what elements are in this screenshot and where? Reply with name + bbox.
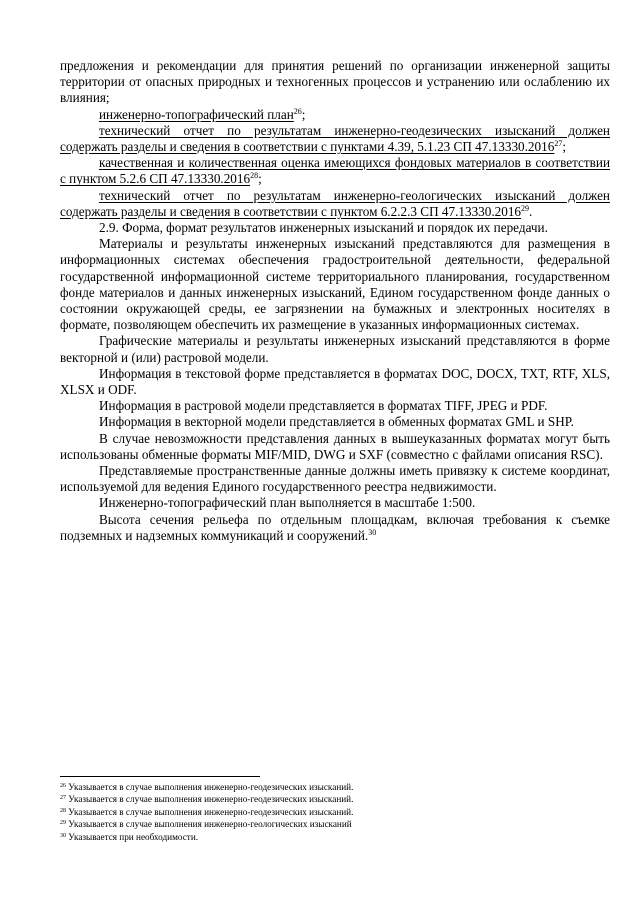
footnote-ref-26[interactable]: 26 [293, 106, 302, 116]
paragraph-coordinate-system: Представляемые пространственные данные должны иметь привязку к системе координат, используемой для ведения Единого государственного реестра недвижимости. [60, 463, 610, 495]
footnote-30: $^{30}$ Указывается при необходимости. [60, 831, 199, 842]
paragraph-scale: Инженерно-топографический план выполняется в масштабе 1:500. [99, 495, 476, 511]
footnote-ref-30[interactable]: 30 [368, 527, 377, 537]
footnote-26: $^{26}$ Указывается в случае выполнения инженерно-геодезических изысканий. [60, 782, 354, 792]
footnote-29: $^{29}$ Указывается в случае выполнения инженерно-геологических изысканий [60, 819, 352, 830]
paragraph-geological-report: технический отчет по результатам инженерно-геологических изысканий должен содержать разделы и сведения в соответствии с пунктом 6.2.2.3 СП 47.13330.2016$^{29}$. [60, 187, 610, 219]
footnote-separator [60, 776, 260, 777]
paragraph-graphic-materials: Графические материалы и результаты инженерных изысканий представляются в форме векторной и (или) растровой модели. [60, 333, 610, 365]
footnote-28: $^{28}$ Указывается в случае выполнения инженерно-геодезических изысканий. [60, 806, 354, 817]
footnote-ref-28[interactable]: 28 [250, 171, 259, 181]
footnote-27: $^{27}$ Указывается в случае выполнения инженерно-геодезических изысканий. [60, 794, 354, 805]
paragraph-exchange-formats: В случае невозможности представления данных в вышеуказанных форматах могут быть использованы обменные форматы MIF/MID, DWG и SXF (совместно с файлами описания RSC). [60, 430, 610, 462]
paragraph-engineering-protection: предложения и рекомендации для принятия решений по организации инженерной защиты территории от опасных природных и техногенных процессов и устранению или ослаблению их влияния; [60, 58, 610, 106]
paragraph-topographic-plan: инженерно-топографический план$^{26}$; [99, 106, 306, 122]
paragraph-fund-materials: качественная и количественная оценка имеющихся фондовых материалов в соответствии с пунктом 5.2.6 СП 47.13330.2016$^{28}$; [60, 155, 610, 187]
footnote-ref-29[interactable]: 29 [521, 203, 530, 213]
paragraph-vector-formats: Информация в векторной модели представляется в обменных форматах GML и SHP. [99, 414, 574, 430]
section-heading-2-9: 2.9. Форма, формат результатов инженерных изысканий и порядок их передачи. [99, 220, 548, 236]
paragraph-raster-formats: Информация в растровой модели представляется в форматах TIFF, JPEG и PDF. [99, 398, 548, 414]
paragraph-text-formats: Информация в текстовой форме представляется в форматах DOC, DOCX, TXT, RTF, XLS, XLSX и ODF. [60, 365, 610, 398]
footnote-ref-27[interactable]: 27 [554, 139, 563, 149]
paragraph-relief-section: Высота сечения рельефа по отдельным площадкам, включая требования к съемке подземных и надземных коммуникаций и сооружений.$^{30}$ [60, 511, 610, 543]
paragraph-materials-placement: Материалы и результаты инженерных изысканий представляются для размещения в информационных системах обеспечения градостроительной деятельности, федеральной государственной информационной системе территориального планирования, государственном фонде материалов и данных инженерных изысканий, Едином государственном фонде данных о состоянии окружающей среды, ее загрязнении на бумажных и электронных носителях в формате, позволяющем обеспечить их размещение в указанных информационных системах. [60, 236, 610, 333]
footnotes [60, 781, 620, 843]
paragraph-geodetic-report: технический отчет по результатам инженерно-геодезических изысканий должен содержать разделы и сведения в соответствии с пунктами 4.39, 5.1.23 СП 47.13330.2016$^{27}$; [60, 122, 610, 155]
document-body [60, 58, 610, 544]
